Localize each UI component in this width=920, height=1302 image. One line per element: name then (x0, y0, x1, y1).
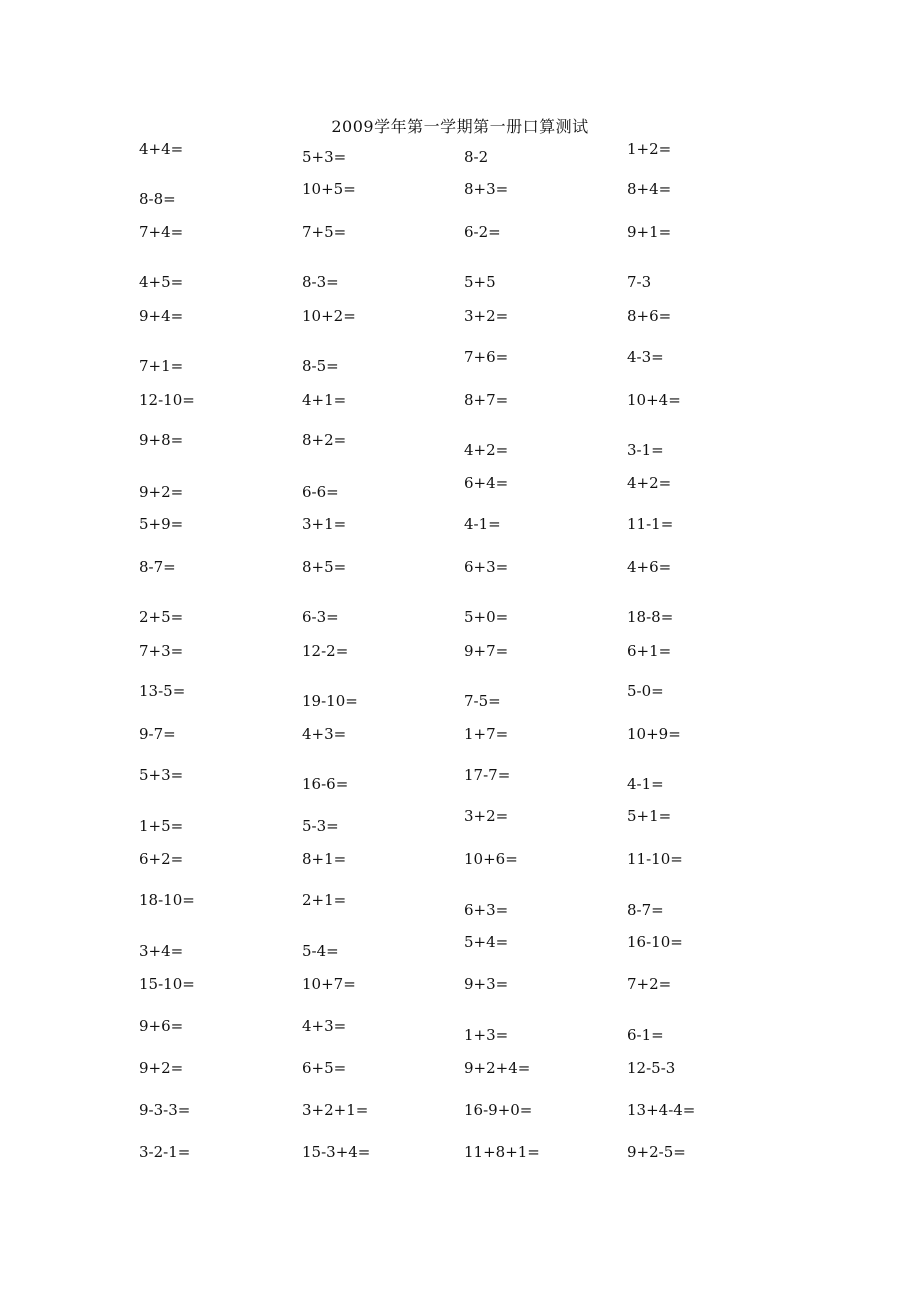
problem: 16-10= (627, 933, 683, 951)
problem: 8-3= (302, 273, 339, 291)
problem: 9+3= (464, 975, 509, 993)
problem: 8-2 (464, 148, 489, 166)
problem: 7-3 (627, 273, 652, 291)
problem: 8+4= (627, 180, 672, 198)
problem: 6-1= (627, 1026, 664, 1044)
problem: 13+4-4= (627, 1101, 696, 1119)
problem: 7+5= (302, 223, 347, 241)
problem: 9+1= (627, 223, 672, 241)
problem: 9-3-3= (139, 1101, 191, 1119)
problem: 3+2= (464, 307, 509, 325)
problem: 9+2= (139, 1059, 184, 1077)
problem: 7-5= (464, 692, 501, 710)
problem: 6+1= (627, 642, 672, 660)
problem: 17-7= (464, 766, 511, 784)
problem: 2+1= (302, 891, 347, 909)
problem: 12-10= (139, 391, 195, 409)
problem: 12-5-3 (627, 1059, 676, 1077)
page-title: 2009学年第一学期第一册口算测试 (331, 117, 589, 136)
problem: 6-3= (302, 608, 339, 626)
problem: 5+0= (464, 608, 509, 626)
problem: 13-5= (139, 682, 186, 700)
problem: 1+2= (627, 140, 672, 158)
problem: 9-7= (139, 725, 176, 743)
problem: 4+2= (464, 441, 509, 459)
problem: 1+3= (464, 1026, 509, 1044)
problem: 18-8= (627, 608, 674, 626)
problem: 8-7= (139, 558, 176, 576)
problem: 5+1= (627, 807, 672, 825)
problem: 5+4= (464, 933, 509, 951)
problem: 6+5= (302, 1059, 347, 1077)
problem: 5+5 (464, 273, 496, 291)
problem: 3+2= (464, 807, 509, 825)
problem: 3-1= (627, 441, 664, 459)
problem: 8+5= (302, 558, 347, 576)
problem: 4+6= (627, 558, 672, 576)
problem: 4+2= (627, 474, 672, 492)
problem: 12-2= (302, 642, 349, 660)
problem: 16-9+0= (464, 1101, 533, 1119)
problem: 9+8= (139, 431, 184, 449)
problem: 8-8= (139, 190, 176, 208)
problem: 18-10= (139, 891, 195, 909)
problem: 3+4= (139, 942, 184, 960)
problem: 8+7= (464, 391, 509, 409)
problem: 4-3= (627, 348, 664, 366)
problem: 8-5= (302, 357, 339, 375)
problem: 9+4= (139, 307, 184, 325)
problem: 9+2= (139, 483, 184, 501)
problem: 10+5= (302, 180, 356, 198)
problem: 5-4= (302, 942, 339, 960)
problem: 10+4= (627, 391, 681, 409)
problem: 11-10= (627, 850, 683, 868)
problem: 9+6= (139, 1017, 184, 1035)
problem: 9+2-5= (627, 1143, 686, 1161)
problem: 8+6= (627, 307, 672, 325)
problem: 8+3= (464, 180, 509, 198)
problem: 5+3= (302, 148, 347, 166)
problem: 15-3+4= (302, 1143, 371, 1161)
problem: 8+2= (302, 431, 347, 449)
problem: 4-1= (627, 775, 664, 793)
problem: 15-10= (139, 975, 195, 993)
problem: 10+2= (302, 307, 356, 325)
problem: 5+3= (139, 766, 184, 784)
problem: 4+3= (302, 1017, 347, 1035)
problem: 7+6= (464, 348, 509, 366)
problem: 7+1= (139, 357, 184, 375)
problem: 1+7= (464, 725, 509, 743)
problem: 11+8+1= (464, 1143, 540, 1161)
problem: 4+4= (139, 140, 184, 158)
problem: 3+1= (302, 515, 347, 533)
problem: 6-6= (302, 483, 339, 501)
problem: 10+7= (302, 975, 356, 993)
problem: 6-2= (464, 223, 501, 241)
problem: 4+1= (302, 391, 347, 409)
problem: 19-10= (302, 692, 358, 710)
problem: 8+1= (302, 850, 347, 868)
problem: 5-0= (627, 682, 664, 700)
problem: 1+5= (139, 817, 184, 835)
problem: 16-6= (302, 775, 349, 793)
problem: 4-1= (464, 515, 501, 533)
problem: 11-1= (627, 515, 674, 533)
problem: 10+6= (464, 850, 518, 868)
problem: 8-7= (627, 901, 664, 919)
problem: 6+2= (139, 850, 184, 868)
problem: 9+2+4= (464, 1059, 531, 1077)
problem: 6+3= (464, 558, 509, 576)
problem: 4+3= (302, 725, 347, 743)
problem: 7+4= (139, 223, 184, 241)
problem: 6+4= (464, 474, 509, 492)
problem: 5-3= (302, 817, 339, 835)
problem: 3+2+1= (302, 1101, 369, 1119)
problem: 7+2= (627, 975, 672, 993)
problem: 3-2-1= (139, 1143, 191, 1161)
problem: 2+5= (139, 608, 184, 626)
problem: 6+3= (464, 901, 509, 919)
problem: 10+9= (627, 725, 681, 743)
problem: 4+5= (139, 273, 184, 291)
problem: 7+3= (139, 642, 184, 660)
problem: 9+7= (464, 642, 509, 660)
problem: 5+9= (139, 515, 184, 533)
